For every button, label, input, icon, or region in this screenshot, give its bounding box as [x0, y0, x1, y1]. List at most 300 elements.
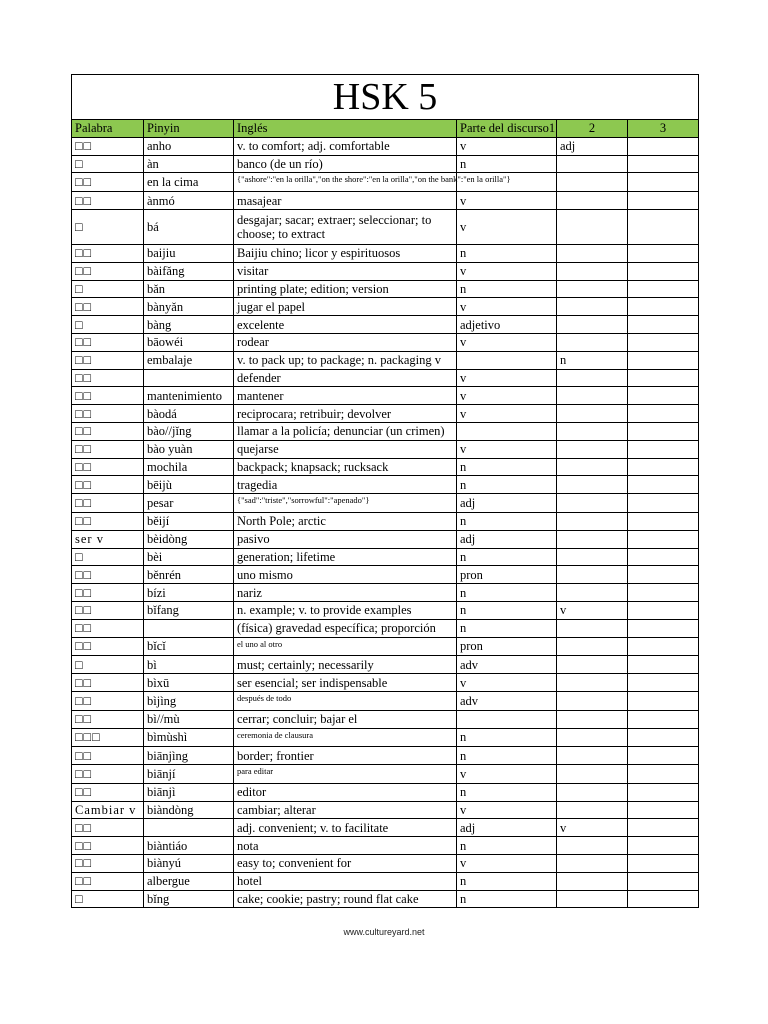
pos2-cell: [557, 494, 628, 513]
pos1-cell: v: [457, 440, 557, 458]
pinyin-cell: mochila: [144, 458, 234, 476]
pos3-cell: [628, 783, 699, 801]
pinyin-cell: bēijù: [144, 476, 234, 494]
table-row: [72, 422, 699, 440]
pinyin-cell: biānjí: [144, 765, 234, 784]
table-row: [72, 710, 699, 728]
pos1-cell: adj: [457, 494, 557, 513]
palabra-cell: □□: [72, 872, 144, 890]
pos2-cell: v: [557, 819, 628, 837]
table-row: [72, 890, 699, 908]
ingles-cell: v. to comfort; adj. comfortable: [234, 137, 457, 155]
pos3-cell: [628, 656, 699, 674]
palabra-cell: □□: [72, 637, 144, 656]
pos2-cell: [557, 837, 628, 855]
pos2-cell: [557, 333, 628, 351]
pos2-cell: [557, 637, 628, 656]
palabra-cell: □□: [72, 244, 144, 262]
pos3-cell: [628, 674, 699, 692]
pos2-cell: [557, 173, 628, 192]
pos3-cell: [628, 837, 699, 855]
palabra-cell: □□: [72, 192, 144, 210]
pos2-cell: [557, 298, 628, 316]
pos2-cell: [557, 728, 628, 747]
pinyin-cell: bǐng: [144, 890, 234, 908]
table-row: [72, 298, 699, 316]
page-title: HSK 5: [72, 75, 699, 120]
ingles-cell: banco (de un río): [234, 155, 457, 173]
pos3-cell: [628, 855, 699, 873]
pos3-cell: [628, 584, 699, 602]
ingles-cell: para editar: [234, 765, 457, 784]
pos1-cell: n: [457, 280, 557, 298]
ingles-cell: border; frontier: [234, 747, 457, 765]
header-ingles: Inglés: [234, 120, 457, 138]
ingles-cell: uno mismo: [234, 566, 457, 584]
palabra-cell: □□: [72, 351, 144, 369]
pos2-cell: [557, 422, 628, 440]
pos2-cell: [557, 387, 628, 405]
pinyin-cell: bá: [144, 209, 234, 244]
table-row: [72, 405, 699, 423]
pos1-cell: v: [457, 387, 557, 405]
pinyin-cell: [144, 819, 234, 837]
ingles-cell: excelente: [234, 316, 457, 334]
pos1-cell: n: [457, 837, 557, 855]
table-row: [72, 872, 699, 890]
pos3-cell: [628, 422, 699, 440]
palabra-cell: □□: [72, 584, 144, 602]
palabra-cell: □□: [72, 405, 144, 423]
ingles-cell: adj. convenient; v. to facilitate: [234, 819, 457, 837]
pinyin-cell: biàndòng: [144, 801, 234, 819]
table-row: [72, 192, 699, 210]
ingles-cell: rodear: [234, 333, 457, 351]
pos2-cell: [557, 512, 628, 530]
footer-url: www.cultureyard.net: [343, 927, 425, 937]
table-row: [72, 728, 699, 747]
table-row: [72, 512, 699, 530]
ingles-cell: ceremonia de clausura: [234, 728, 457, 747]
palabra-cell: □□: [72, 137, 144, 155]
ingles-cell: después de todo: [234, 691, 457, 710]
pos1-cell: adv: [457, 691, 557, 710]
pos1-cell: v: [457, 137, 557, 155]
pos1-cell: v: [457, 674, 557, 692]
pos2-cell: [557, 530, 628, 548]
pos1-cell: n: [457, 601, 557, 619]
pinyin-cell: bèi: [144, 548, 234, 566]
ingles-cell: Baijiu chino; licor y espirituosos: [234, 244, 457, 262]
pos3-cell: [628, 747, 699, 765]
table-row: [72, 601, 699, 619]
pos3-cell: [628, 351, 699, 369]
pinyin-cell: albergue: [144, 872, 234, 890]
pos2-cell: [557, 209, 628, 244]
pos2-cell: [557, 801, 628, 819]
table-row: [72, 440, 699, 458]
pinyin-cell: bāowéi: [144, 333, 234, 351]
pos1-cell: v: [457, 369, 557, 387]
pos1-cell: [457, 710, 557, 728]
pos2-cell: [557, 691, 628, 710]
table-row: [72, 656, 699, 674]
pinyin-cell: bízi: [144, 584, 234, 602]
palabra-cell: □□: [72, 819, 144, 837]
ingles-cell: cake; cookie; pastry; round flat cake: [234, 890, 457, 908]
pos2-cell: [557, 890, 628, 908]
palabra-cell: □: [72, 155, 144, 173]
pos2-cell: [557, 765, 628, 784]
pos3-cell: [628, 476, 699, 494]
pinyin-cell: bàodá: [144, 405, 234, 423]
palabra-cell: □: [72, 316, 144, 334]
palabra-cell: ser v: [72, 530, 144, 548]
pos3-cell: [628, 728, 699, 747]
ingles-cell: masajear: [234, 192, 457, 210]
pos3-cell: [628, 691, 699, 710]
pos1-cell: n: [457, 728, 557, 747]
pinyin-cell: embalaje: [144, 351, 234, 369]
ingles-cell: hotel: [234, 872, 457, 890]
pinyin-cell: biānjì: [144, 783, 234, 801]
table-row: [72, 476, 699, 494]
ingles-cell: el uno al otro: [234, 637, 457, 656]
palabra-cell: □□: [72, 387, 144, 405]
pos1-cell: adv: [457, 656, 557, 674]
pinyin-cell: ànmó: [144, 192, 234, 210]
pos2-cell: [557, 566, 628, 584]
palabra-cell: □□: [72, 691, 144, 710]
palabra-cell: □□: [72, 837, 144, 855]
pinyin-cell: bì//mù: [144, 710, 234, 728]
palabra-cell: □□: [72, 601, 144, 619]
pos1-cell: v: [457, 298, 557, 316]
pinyin-cell: bào yuàn: [144, 440, 234, 458]
header-2: 2: [557, 120, 628, 138]
table-row: [72, 280, 699, 298]
vocabulary-table: [71, 74, 699, 908]
table-row: [72, 244, 699, 262]
pos1-cell: v: [457, 855, 557, 873]
palabra-cell: □□: [72, 855, 144, 873]
title-row: [72, 75, 699, 120]
table-row: [72, 674, 699, 692]
pos2-cell: [557, 710, 628, 728]
pos3-cell: [628, 512, 699, 530]
ingles-cell: North Pole; arctic: [234, 512, 457, 530]
table-row: [72, 351, 699, 369]
ingles-cell: (física) gravedad específica; proporción: [234, 619, 457, 637]
ingles-cell: llamar a la policía; denunciar (un crimen): [234, 422, 457, 440]
pinyin-cell: bìjìng: [144, 691, 234, 710]
pos2-cell: [557, 244, 628, 262]
ingles-cell: ser esencial; ser indispensable: [234, 674, 457, 692]
palabra-cell: □□: [72, 783, 144, 801]
pos3-cell: [628, 765, 699, 784]
pinyin-cell: biānjìng: [144, 747, 234, 765]
pos1-cell: n: [457, 155, 557, 173]
pos3-cell: [628, 872, 699, 890]
ingles-cell: n. example; v. to provide examples: [234, 601, 457, 619]
pinyin-cell: biàntiáo: [144, 837, 234, 855]
pos3-cell: [628, 209, 699, 244]
pos3-cell: [628, 710, 699, 728]
table-row: [72, 837, 699, 855]
palabra-cell: □□□: [72, 728, 144, 747]
pos1-cell: n: [457, 244, 557, 262]
pos3-cell: [628, 333, 699, 351]
pos1-cell: n: [457, 476, 557, 494]
ingles-cell: reciprocara; retribuir; devolver: [234, 405, 457, 423]
pinyin-cell: bǎn: [144, 280, 234, 298]
pinyin-cell: en la cima: [144, 173, 234, 192]
pos3-cell: [628, 387, 699, 405]
pos1-cell: v: [457, 192, 557, 210]
palabra-cell: □□: [72, 494, 144, 513]
pos1-cell: v: [457, 405, 557, 423]
header-palabra: Palabra: [72, 120, 144, 138]
pos1-cell: n: [457, 890, 557, 908]
pos2-cell: [557, 280, 628, 298]
ingles-cell: {"sad":"triste","sorrowful":"apenado"}: [234, 494, 457, 513]
pinyin-cell: bǐfang: [144, 601, 234, 619]
pos1-cell: n: [457, 619, 557, 637]
pos1-cell: n: [457, 783, 557, 801]
palabra-cell: □□: [72, 440, 144, 458]
pos2-cell: [557, 872, 628, 890]
pos2-cell: [557, 316, 628, 334]
pinyin-cell: bì: [144, 656, 234, 674]
ingles-cell: must; certainly; necessarily: [234, 656, 457, 674]
table-row: [72, 316, 699, 334]
pos1-cell: v: [457, 209, 557, 244]
palabra-cell: □: [72, 656, 144, 674]
ingles-cell: tragedia: [234, 476, 457, 494]
pos1-cell: v: [457, 801, 557, 819]
pos2-cell: [557, 674, 628, 692]
pos3-cell: [628, 298, 699, 316]
pos2-cell: [557, 369, 628, 387]
pos3-cell: [628, 244, 699, 262]
pos2-cell: [557, 458, 628, 476]
table-row: [72, 155, 699, 173]
pos2-cell: [557, 656, 628, 674]
ingles-cell: defender: [234, 369, 457, 387]
palabra-cell: □□: [72, 333, 144, 351]
pos2-cell: [557, 747, 628, 765]
table-row: [72, 783, 699, 801]
pinyin-cell: biànyú: [144, 855, 234, 873]
pinyin-cell: bào//jǐng: [144, 422, 234, 440]
pinyin-cell: bìxū: [144, 674, 234, 692]
pos3-cell: [628, 155, 699, 173]
pos1-cell: n: [457, 584, 557, 602]
palabra-cell: □□: [72, 476, 144, 494]
pos2-cell: adj: [557, 137, 628, 155]
pinyin-cell: bǐcǐ: [144, 637, 234, 656]
palabra-cell: □: [72, 280, 144, 298]
pos2-cell: [557, 855, 628, 873]
ingles-cell: desgajar; sacar; extraer; seleccionar; to choose; to extract: [234, 209, 457, 244]
table-row: [72, 333, 699, 351]
table-row: [72, 548, 699, 566]
pos3-cell: [628, 801, 699, 819]
table-row: [72, 173, 699, 192]
table-row: [72, 765, 699, 784]
pos1-cell: pron: [457, 566, 557, 584]
pos3-cell: [628, 530, 699, 548]
pinyin-cell: mantenimiento: [144, 387, 234, 405]
pinyin-cell: bìmùshì: [144, 728, 234, 747]
table-row: [72, 369, 699, 387]
table-row: [72, 137, 699, 155]
header-pinyin: Pinyin: [144, 120, 234, 138]
ingles-cell: printing plate; edition; version: [234, 280, 457, 298]
table-row: [72, 819, 699, 837]
pos3-cell: [628, 566, 699, 584]
table-row: [72, 691, 699, 710]
header-row: [72, 120, 699, 138]
table-row: [72, 855, 699, 873]
palabra-cell: □□: [72, 619, 144, 637]
table-row: [72, 209, 699, 244]
ingles-cell: pasivo: [234, 530, 457, 548]
palabra-cell: □□: [72, 173, 144, 192]
ingles-cell: editor: [234, 783, 457, 801]
table-row: [72, 637, 699, 656]
ingles-cell: nota: [234, 837, 457, 855]
ingles-cell: cambiar; alterar: [234, 801, 457, 819]
pos1-cell: [457, 422, 557, 440]
pinyin-cell: běijí: [144, 512, 234, 530]
header-parte-del-discurso: Parte del discurso1: [457, 120, 557, 138]
pos1-cell: adjetivo: [457, 316, 557, 334]
pos1-cell: n: [457, 512, 557, 530]
table-row: [72, 801, 699, 819]
pinyin-cell: [144, 369, 234, 387]
palabra-cell: Cambiar v: [72, 801, 144, 819]
pinyin-cell: bàng: [144, 316, 234, 334]
pos1-cell: v: [457, 765, 557, 784]
table-row: [72, 619, 699, 637]
palabra-cell: □□: [72, 422, 144, 440]
pos3-cell: [628, 458, 699, 476]
pos2-cell: [557, 619, 628, 637]
table-row: [72, 458, 699, 476]
pos1-cell: v: [457, 333, 557, 351]
pos3-cell: [628, 494, 699, 513]
ingles-cell: cerrar; concluir; bajar el: [234, 710, 457, 728]
pos3-cell: [628, 262, 699, 280]
pos3-cell: [628, 440, 699, 458]
palabra-cell: □□: [72, 710, 144, 728]
pinyin-cell: bèidòng: [144, 530, 234, 548]
table-row: [72, 262, 699, 280]
pinyin-cell: bànyǎn: [144, 298, 234, 316]
pinyin-cell: bàifǎng: [144, 262, 234, 280]
pos3-cell: [628, 173, 699, 192]
pos1-cell: n: [457, 458, 557, 476]
pos3-cell: [628, 405, 699, 423]
ingles-cell: easy to; convenient for: [234, 855, 457, 873]
pos2-cell: [557, 783, 628, 801]
palabra-cell: □□: [72, 369, 144, 387]
pos3-cell: [628, 137, 699, 155]
pos3-cell: [628, 619, 699, 637]
table-row: [72, 387, 699, 405]
pos1-cell: adj: [457, 819, 557, 837]
ingles-cell: generation; lifetime: [234, 548, 457, 566]
ingles-cell: backpack; knapsack; rucksack: [234, 458, 457, 476]
palabra-cell: □: [72, 548, 144, 566]
ingles-cell: quejarse: [234, 440, 457, 458]
pos2-cell: [557, 476, 628, 494]
pos2-cell: [557, 262, 628, 280]
pos2-cell: [557, 192, 628, 210]
table-row: [72, 584, 699, 602]
pos3-cell: [628, 280, 699, 298]
palabra-cell: □□: [72, 298, 144, 316]
pos2-cell: [557, 584, 628, 602]
ingles-cell: v. to pack up; to package; n. packaging v: [234, 351, 457, 369]
table-row: [72, 530, 699, 548]
pos3-cell: [628, 601, 699, 619]
header-3: 3: [628, 120, 699, 138]
pos3-cell: [628, 316, 699, 334]
palabra-cell: □□: [72, 458, 144, 476]
pinyin-cell: àn: [144, 155, 234, 173]
pinyin-cell: [144, 619, 234, 637]
palabra-cell: □□: [72, 765, 144, 784]
pos2-cell: [557, 548, 628, 566]
pos3-cell: [628, 548, 699, 566]
pos1-cell: v: [457, 262, 557, 280]
pos2-cell: [557, 405, 628, 423]
pos1-cell: adj: [457, 530, 557, 548]
pos3-cell: [628, 819, 699, 837]
pos3-cell: [628, 192, 699, 210]
palabra-cell: □□: [72, 512, 144, 530]
pos3-cell: [628, 637, 699, 656]
pos1-cell: n: [457, 747, 557, 765]
palabra-cell: □: [72, 890, 144, 908]
pos3-cell: [628, 369, 699, 387]
pinyin-cell: baijiu: [144, 244, 234, 262]
pos2-cell: [557, 155, 628, 173]
ingles-cell: visitar: [234, 262, 457, 280]
ingles-cell: nariz: [234, 584, 457, 602]
pos2-cell: [557, 440, 628, 458]
pinyin-cell: běnrén: [144, 566, 234, 584]
ingles-cell: {"ashore":"en la orilla","on the shore":"en la orilla","on the bank":"en la orilla"}: [234, 173, 457, 192]
ingles-cell: jugar el papel: [234, 298, 457, 316]
pinyin-cell: anho: [144, 137, 234, 155]
palabra-cell: □: [72, 209, 144, 244]
pos1-cell: pron: [457, 637, 557, 656]
pos2-cell: v: [557, 601, 628, 619]
pos1-cell: [457, 351, 557, 369]
palabra-cell: □□: [72, 747, 144, 765]
table-row: [72, 747, 699, 765]
table-row: [72, 494, 699, 513]
palabra-cell: □□: [72, 674, 144, 692]
pos1-cell: n: [457, 872, 557, 890]
table-row: [72, 566, 699, 584]
ingles-cell: mantener: [234, 387, 457, 405]
pos1-cell: n: [457, 548, 557, 566]
palabra-cell: □□: [72, 262, 144, 280]
